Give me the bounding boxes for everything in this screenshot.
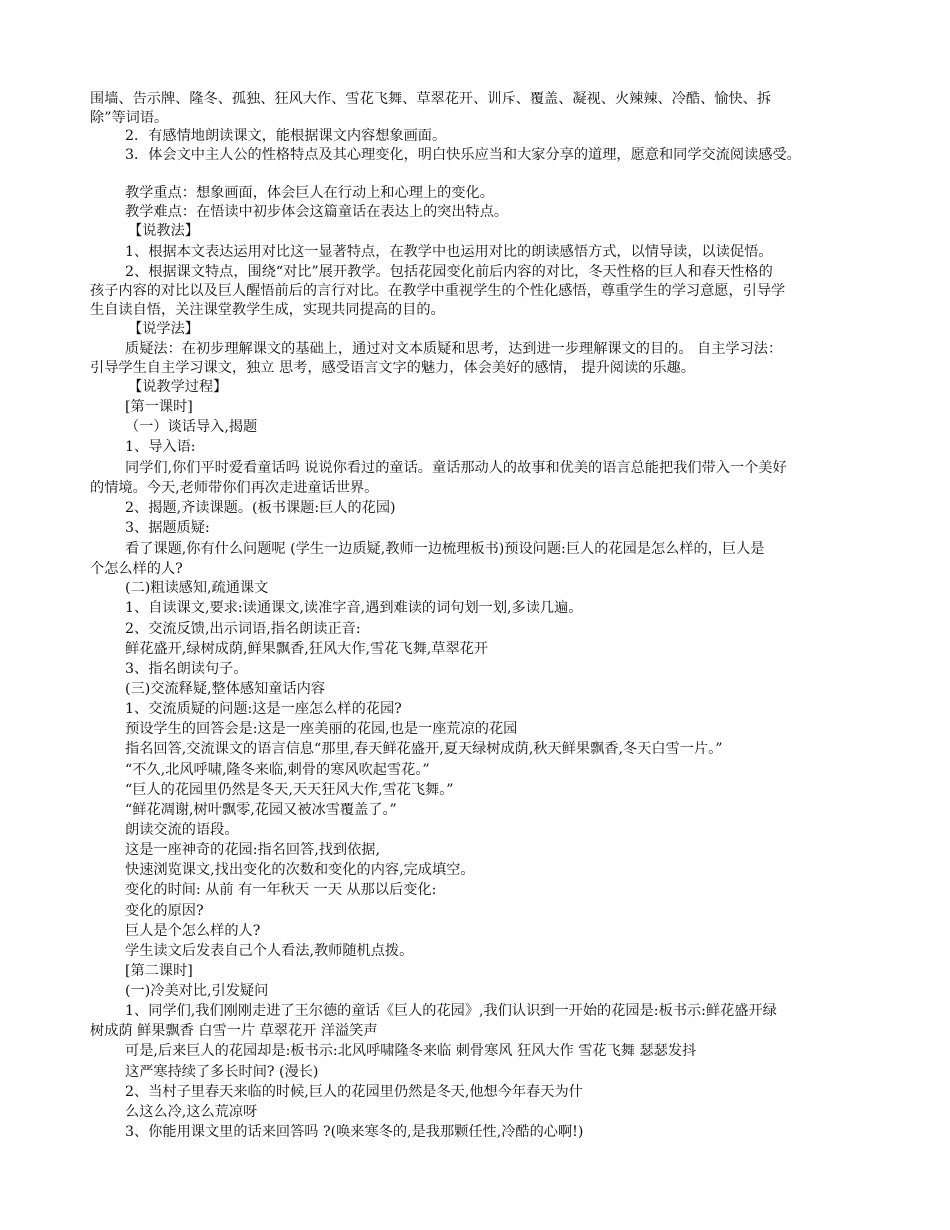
step-heading: (二)粗读感知,疏通课文: [125, 580, 269, 596]
text-line: 2．有感情地朗读课文，能根据课文内容想象画面。: [125, 128, 447, 144]
text-line: 1、同学们,我们刚刚走进了王尔德的童话《巨人的花园》,我们认识到一开始的花园是:板书示:鲜花盛开绿: [125, 1003, 777, 1019]
text-line: 1、自读课文,要求:读通课文,读准字音,遇到难读的词句划一划,多读几遍。: [125, 600, 583, 616]
text-line: 3、据题质疑:: [125, 520, 210, 536]
text-line: “不久,北风呼啸,隆冬来临,刺骨的寒风吹起雪花。”: [125, 762, 430, 778]
section-emphasis: 教学重点：想象画面，体会巨人在行动上和心理上的变化。: [125, 185, 494, 201]
text-line: “巨人的花园里仍然是冬天,天天狂风大作,雪花飞舞。”: [125, 782, 454, 798]
text-line: 快速浏览课文,找出变化的次数和变化的内容,完成填空。: [125, 862, 475, 878]
section-heading: 【说教法】: [128, 223, 199, 239]
step-heading: (三)交流释疑,整体感知童话内容: [125, 681, 326, 697]
text-line: 3、你能用课文里的话来回答吗 ?(唤来寒冬的,是我那颗任性,冷酷的心啊!): [125, 1124, 584, 1140]
text-line: 变化的原因?: [125, 903, 204, 919]
text-line: 3、指名朗读句子。: [125, 661, 248, 677]
text-line: 3．体会文中主人公的性格特点及其心理变化，明白快乐应当和大家分享的道理，愿意和同学交流阅读感受。: [125, 147, 801, 163]
text-line: 这是一座神奇的花园:指名回答,找到依据,: [125, 842, 380, 858]
text-line: 1、交流质疑的问题:这是一座怎么样的花园?: [125, 701, 402, 717]
text-line: 鲜花盛开,绿树成荫,鲜果飘香,狂风大作,雪花飞舞,草翠花开: [125, 641, 489, 657]
step-heading: （一）谈话导入,揭题: [125, 419, 258, 435]
text-line: 树成荫 鲜果飘香 白雪一片 草翠花开 洋溢笑声: [90, 1023, 378, 1039]
section-emphasis: 教学难点：在悟读中初步体会这篇童话在表达上的突出特点。: [125, 204, 509, 220]
text-line: 生自读自悟，关注课堂教学生成，实现共同提高的目的。: [90, 302, 445, 318]
text-line: 朗读交流的语段。: [125, 822, 239, 838]
text-line: “鲜花凋谢,树叶飘零,花园又被冰雪覆盖了。”: [125, 802, 397, 818]
text-line: 1、导入语:: [125, 439, 196, 455]
lesson-heading: [第二课时]: [125, 963, 193, 979]
text-line: 巨人是个怎么样的人?: [125, 923, 261, 939]
text-line: 个怎么样的人?: [90, 561, 183, 577]
text-line: 看了课题,你有什么问题呢 (学生一边质疑,教师一边梳理板书)预设问题:巨人的花园是怎么样的，巨人是: [125, 541, 765, 557]
text-line: 引导学生自主学习课文，独立 思考，感受语言文字的魅力，体会美好的感情， 提升阅读的乐趣。: [90, 360, 695, 376]
text-line: 学生读文后发表自己个人看法,教师随机点拨。: [125, 943, 414, 959]
text-line: 2、当村子里春天来临的时候,巨人的花园里仍然是冬天,他想今年春天为什: [125, 1084, 583, 1100]
section-heading: 【说教学过程】: [128, 379, 228, 395]
text-line: 么这么冷,这么荒凉呀: [125, 1104, 258, 1120]
text-line: 预设学生的回答会是:这是一座美丽的花园,也是一座荒凉的花园: [125, 721, 518, 737]
text-line: 围墙、告示牌、隆冬、孤独、狂风大作、雪花飞舞、草翠花开、训斥、覆盖、凝视、火辣辣、冷酷、愉快、拆: [90, 91, 772, 107]
lesson-heading: [第一课时]: [125, 399, 193, 415]
text-line: 除”等词语。: [90, 110, 169, 126]
text-line: 质疑法：在初步理解课文的基础上，通过对文本质疑和思考，达到进一步理解课文的目的。 自主学习法：: [125, 341, 783, 357]
text-line: 2、交流反馈,出示词语,指名朗读正音:: [125, 621, 361, 637]
text-line: 1、根据本文表达运用对比这一显著特点，在教学中也运用对比的朗读感悟方式，以情导读，以读促悟。: [125, 244, 773, 260]
text-line: 2、根据课文特点，围绕“对比”展开教学。包括花园变化前后内容的对比，冬天性格的巨人和春天性格的: [125, 264, 773, 280]
text-line: 2、揭题,齐读课题。(板书课题:巨人的花园): [125, 500, 396, 516]
text-line: 孩子内容的对比以及巨人醒悟前后的言行对比。在教学中重视学生的个性化感悟，尊重学生的学习意愿，引导学: [90, 283, 786, 299]
text-line: 这严寒持续了多长时间? (漫长): [125, 1064, 319, 1080]
text-line: 的情境。今天,老师带你们再次走进童话世界。: [90, 480, 379, 496]
text-line: 变化的时间: 从前 有一年秋天 一天 从那以后变化:: [125, 882, 437, 898]
step-heading: (一)冷美对比,引发疑问: [125, 983, 269, 999]
text-line: 指名回答,交流课文的语言信息“那里,春天鲜花盛开,夏天绿树成荫,秋天鲜果飘香,冬天白雪一片。”: [125, 741, 723, 757]
section-heading: 【说学法】: [128, 321, 199, 337]
text-line: 可是,后来巨人的花园却是:板书示:北风呼啸隆冬来临 刺骨寒风 狂风大作 雪花飞舞 瑟瑟发抖: [125, 1043, 697, 1059]
text-line: 同学们,你们平时爱看童话吗 说说你看过的童话。童话那动人的故事和优美的语言总能把我们带入一个美好: [125, 460, 787, 476]
